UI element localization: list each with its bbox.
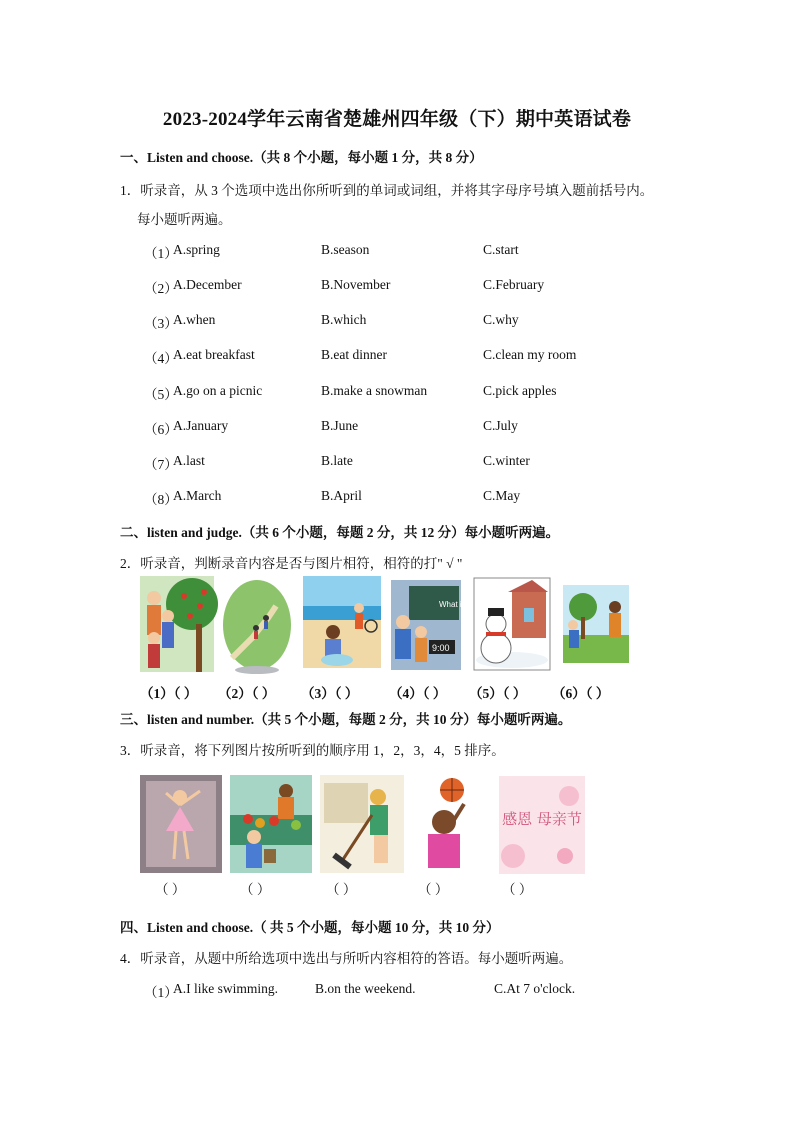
q4-item-1-number: （1）	[144, 985, 178, 1000]
q1-item-8-option-c: C.May	[483, 488, 521, 503]
q3-answer-paren-4[interactable]: （ ）	[418, 882, 449, 897]
q3-picture-1-ballet-dancer	[140, 775, 222, 873]
q3-answer-paren-1[interactable]: （ ）	[155, 882, 186, 897]
q1-item-1-number: （1）	[144, 246, 178, 261]
q2-picture-2-hill-climbing	[222, 578, 292, 672]
q2-answer-paren-3[interactable]: （3）（ ）	[301, 686, 359, 701]
q1-item-6-option-a: A.January	[173, 418, 229, 433]
q3-answer-paren-3[interactable]: （ ）	[326, 882, 357, 897]
q4-item-1-option-a: A.I like swimming.	[173, 981, 278, 996]
q1-item-7-number: （7）	[144, 457, 178, 472]
q1-item-6-number: （6）	[144, 422, 178, 437]
q3-answer-paren-5[interactable]: （ ）	[502, 882, 533, 897]
q1-item-8-option-b: B.April	[321, 488, 362, 503]
q2-answer-paren-4[interactable]: （4）（ ）	[389, 686, 447, 701]
q1-item-7-option-b: B.late	[321, 453, 353, 468]
q3-picture-2-buying-vegetables	[230, 775, 312, 873]
q1-item-4-number: （4）	[144, 351, 178, 366]
q1-item-3-option-b: B.which	[321, 312, 367, 327]
q2-picture-4-board-text: What is	[439, 600, 466, 609]
q1-item-1-option-a: A.spring	[173, 242, 220, 257]
q1-item-1-option-c: C.start	[483, 242, 519, 257]
q1-item-5-number: （5）	[144, 387, 178, 402]
q3-picture-3-sweeping-floor	[320, 775, 404, 873]
q2-answer-paren-1[interactable]: （1）（ ）	[140, 686, 198, 701]
q1-item-5-option-c: C.pick apples	[483, 383, 557, 398]
q4-instruction: 4．听录音，从题中所给选项中选出与所听内容相符的答语。每小题听两遍。	[120, 951, 573, 966]
q4-item-1-option-b: B.on the weekend.	[315, 981, 416, 996]
q1-item-1-option-b: B.season	[321, 242, 370, 257]
q1-item-4-option-a: A.eat breakfast	[173, 347, 255, 362]
q1-item-4-option-c: C.clean my room	[483, 347, 577, 362]
q1-instruction-line2: 每小题听两遍。	[137, 212, 232, 227]
section-2-heading: 二、listen and judge.（共 6 个小题，每题 2 分，共 12 分）每小题听两遍。	[120, 525, 560, 540]
q1-item-7-option-c: C.winter	[483, 453, 530, 468]
q1-item-5-option-b: B.make a snowman	[321, 383, 428, 398]
q1-item-4-option-b: B.eat dinner	[321, 347, 387, 362]
q1-item-6-option-c: C.July	[483, 418, 518, 433]
q1-item-8-number: （8）	[144, 492, 178, 507]
q2-picture-4-clock-text: 9:00	[432, 643, 450, 653]
q1-item-3-option-c: C.why	[483, 312, 519, 327]
q4-item-1-option-c: C.At 7 o'clock.	[494, 981, 576, 996]
q3-answer-paren-2[interactable]: （ ）	[240, 882, 271, 897]
q2-picture-5-snowman	[474, 578, 550, 670]
q1-item-8-option-a: A.March	[173, 488, 222, 503]
q3-picture-4-basketball	[414, 776, 490, 874]
q1-item-5-option-a: A.go on a picnic	[173, 383, 263, 398]
q1-instruction-line1: 1．听录音，从 3 个选项中选出你所听到的单词或词组，并将其字母序号填入题前括号内。	[120, 183, 654, 198]
q1-item-6-option-b: B.June	[321, 418, 359, 433]
q1-item-2-number: （2）	[144, 281, 178, 296]
q2-picture-6-tree-planting	[563, 585, 629, 663]
q1-item-7-option-a: A.last	[173, 453, 205, 468]
q2-picture-3-beach	[303, 576, 381, 668]
exam-title: 2023-2024学年云南省楚雄州四年级（下）期中英语试卷	[162, 109, 632, 130]
q1-item-2-option-b: B.November	[321, 277, 391, 292]
q2-answer-paren-2[interactable]: （2）（ ）	[218, 686, 276, 701]
q3-picture-5-mothers-day-card	[499, 776, 585, 874]
q1-item-3-option-a: A.when	[173, 312, 216, 327]
q2-picture-1-apple-picking	[140, 576, 214, 672]
q1-item-2-option-a: A.December	[173, 277, 242, 292]
q2-instruction: 2．听录音，判断录音内容是否与图片相符，相符的打" √ "	[120, 556, 463, 571]
q1-item-2-option-c: C.February	[483, 277, 545, 292]
section-3-heading: 三、listen and number.（共 5 个小题，每题 2 分，共 10 分）每小题听两遍。	[120, 712, 572, 727]
section-1-heading: 一、Listen and choose.（共 8 个小题，每小题 1 分，共 8 分）	[120, 150, 483, 165]
q2-answer-paren-5[interactable]: （5）（ ）	[469, 686, 527, 701]
section-4-heading: 四、Listen and choose.（ 共 5 个小题，每小题 10 分，共 10 分）	[120, 920, 500, 935]
q3-picture-5-card-text: 感恩 母亲节	[502, 810, 582, 828]
q2-picture-4-classroom-clock	[391, 580, 466, 670]
q1-item-3-number: （3）	[144, 316, 178, 331]
q3-instruction: 3．听录音，将下列图片按所听到的顺序用 1，2，3，4，5 排序。	[120, 743, 505, 758]
q2-answer-paren-6[interactable]: （6）（ ）	[552, 686, 610, 701]
